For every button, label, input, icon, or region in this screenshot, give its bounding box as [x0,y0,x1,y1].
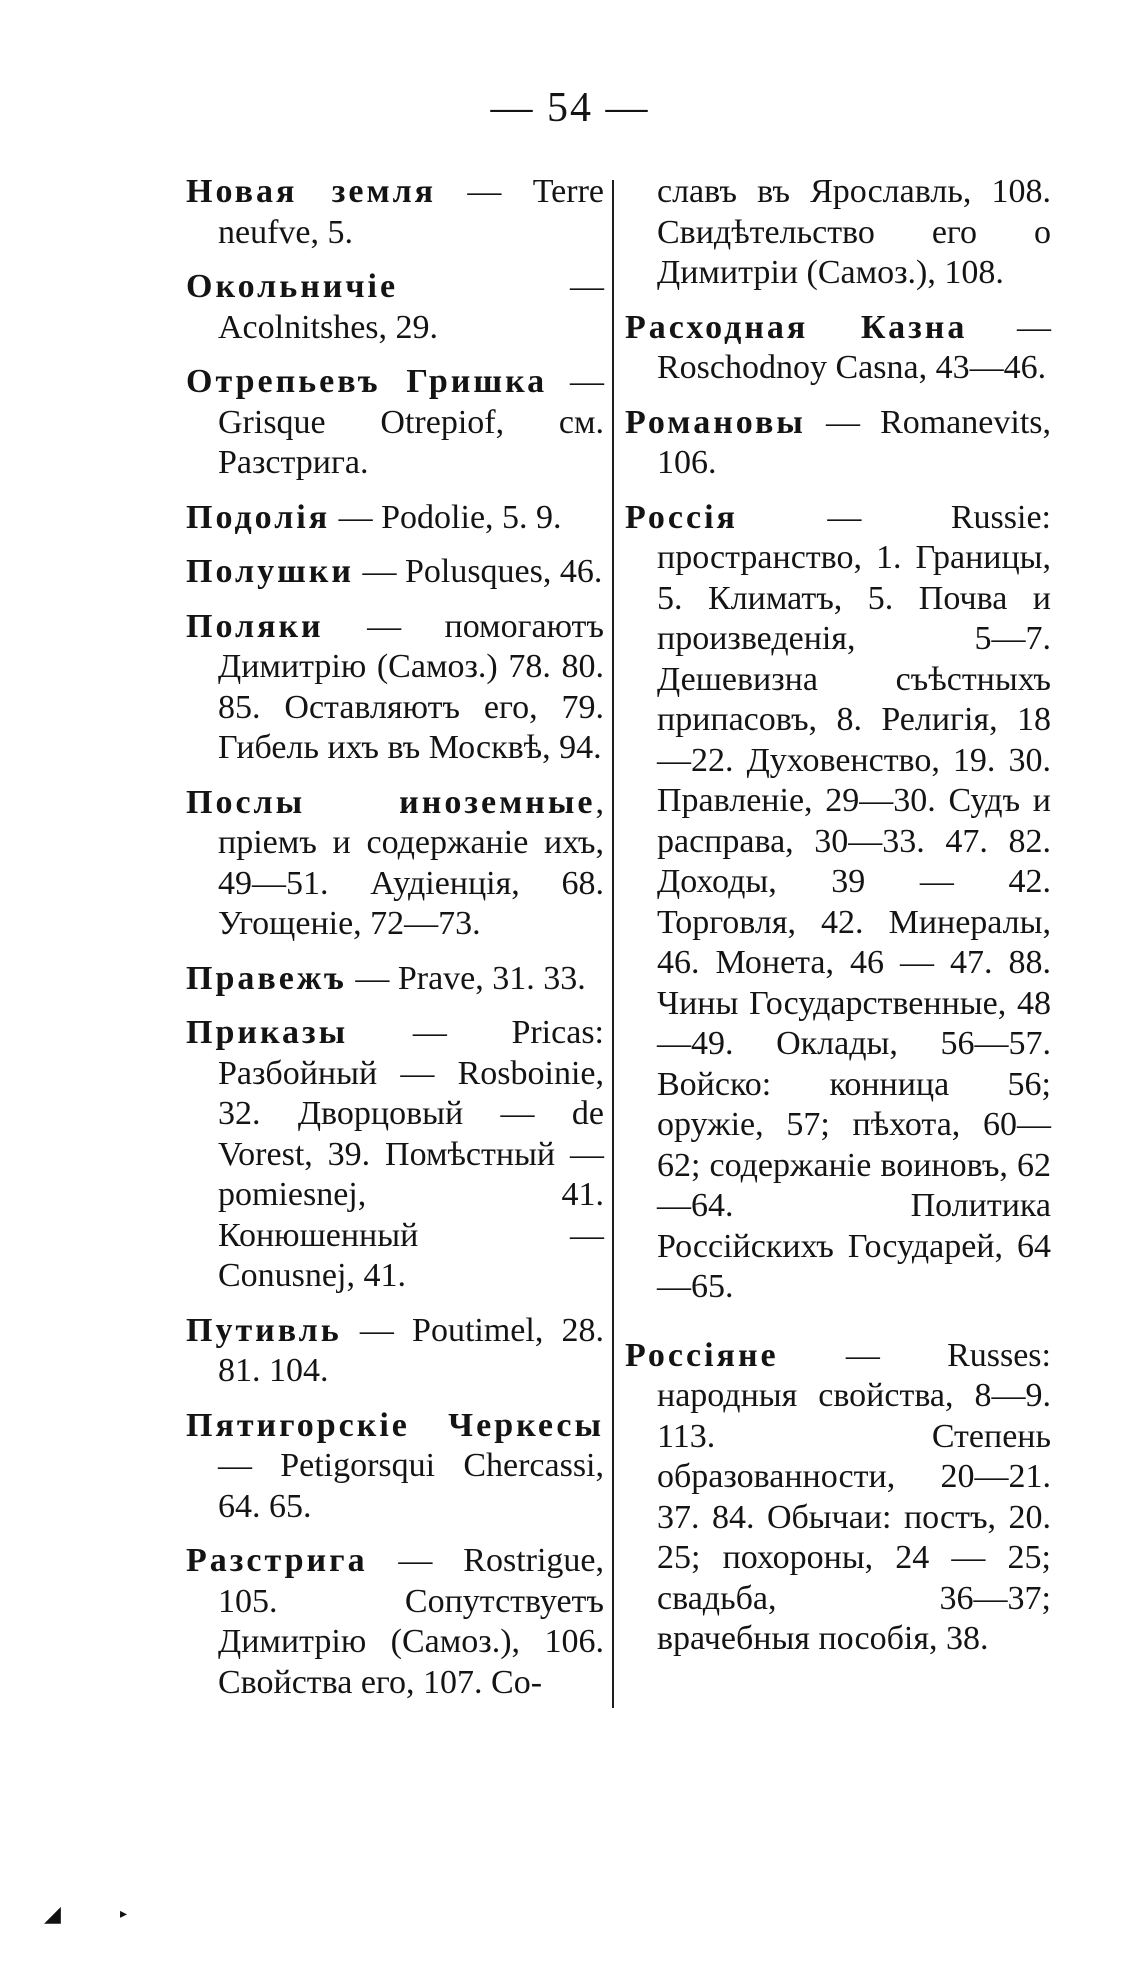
entry-heading: Окольничіе [186,268,399,305]
entry-text: — помогаютъ Димитрію (Самоз.) 78. 80. 85. Оставляютъ его, 79. Гибель ихъ въ Москвѣ, 94. [218,607,604,766]
index-entry [186,1541,604,1703]
index-entry [625,403,1051,484]
ink-blot-icon: ◢ [44,1902,61,1927]
index-entry [625,308,1051,389]
entry-heading: Послы иноземные [186,783,596,821]
entry-heading: Путивль [186,1311,342,1349]
entry-heading: Правежъ [186,959,347,997]
index-entry [186,552,604,593]
entry-heading: Поляки [186,607,324,645]
page-number: — 54 — [490,85,650,131]
index-entry [186,1311,604,1392]
index-column-left [186,172,604,1717]
index-entry [186,172,604,253]
entry-text: — Roschodnoy Casna, 43—46. [657,308,1051,386]
index-entry [186,498,604,539]
column-divider [612,180,614,1708]
entry-heading: Разстрига [186,1542,368,1579]
index-entry [186,959,604,1000]
entry-text: — Russie: пространство, 1. Границы, 5. Климатъ, 5. Почва и произведенія, 5—7. Дешевизна съѣстныхъ припасовъ, 8. Религія, 18—22. Духовенство, 19. 30. Правленіе, 29—30. Судъ и расправа, 30—33. 47. 82. Доходы, 39 — 42. Торговля, 42. Минералы, 46. Монета, 46 — 47. 88. Чины Государственные, 48—49. Оклады, 56—57. Войско: конница 56; оружіе, 57; пѣхота, 60—62; содержаніе воиновъ, 62—64. Политика Россійскихъ Государей, 64—65. [657,498,1051,1305]
entry-heading: Романовы [625,403,806,441]
entry-heading: Расходная Казна [625,308,968,346]
entry-text: — Russes: народныя свойства, 8—9. 113. Степень образованности, 20—21. 37. 84. Обычаи: постъ, 20. 25; похороны, 24 — 25; свадьба, 36—37; врачебныя пособія, 38. [657,1336,1051,1657]
entry-text: — Polusques, 46. [353,553,603,590]
entry-heading: Россія [625,498,738,536]
entry-heading: Отрепьевъ Гришка [186,363,548,400]
entry-text: , пріемъ и содержаніе ихъ, 49—51. Аудіенція, 68. Угощеніе, 72—73. [218,783,604,942]
entry-text: — Poutimel, 28. 81. 104. [218,1311,604,1389]
entry-continuation: славъ въ Ярославль, 108. Свидѣтельство его о Димитріи (Самоз.), 108. [657,173,1051,291]
entry-heading: Полушки [186,553,354,590]
index-entry [186,1013,604,1297]
entry-text: — Petigorsqui Chercassi, 64. 65. [218,1447,604,1525]
entry-heading: Новая земля [186,173,437,210]
entry-text: — Acolnitshes, 29. [218,268,604,346]
index-entry [186,362,604,484]
index-entry [186,783,604,945]
index-entry [186,267,604,348]
index-entry [186,607,604,769]
index-column-right [625,172,1051,1674]
entry-text: — Grisque Otrepiof, см. Разстрига. [218,363,605,481]
entry-heading: Приказы [186,1014,349,1051]
entry-text: — Prave, 31. 33. [346,959,586,997]
entry-text: — Romanevits, 106. [657,403,1051,481]
entry-text: — Terre neufve, 5. [218,173,604,251]
entry-text: — Pricas: Разбойный — Rosboinie, 32. Дворцовый — de Vorest, 39. Помѣстный — pomiesnej, 41. Конюшенный — Conusnej, 41. [218,1014,604,1294]
entry-heading: Россіяне [625,1336,779,1374]
index-entry [625,498,1051,1308]
entry-heading: Подолія [186,498,331,536]
index-entry [186,1406,604,1528]
entry-text: — Rostrigue, 105. Сопутствуетъ Димитрію (Самоз.), 106. Свойства его, 107. Со- [218,1542,604,1701]
ink-dot-icon: ▸ [120,1906,128,1922]
entry-text: — Podolie, 5. 9. [330,498,562,536]
entry-heading: Пятигорскіе Черкесы [186,1406,604,1444]
index-entry [625,1336,1051,1660]
